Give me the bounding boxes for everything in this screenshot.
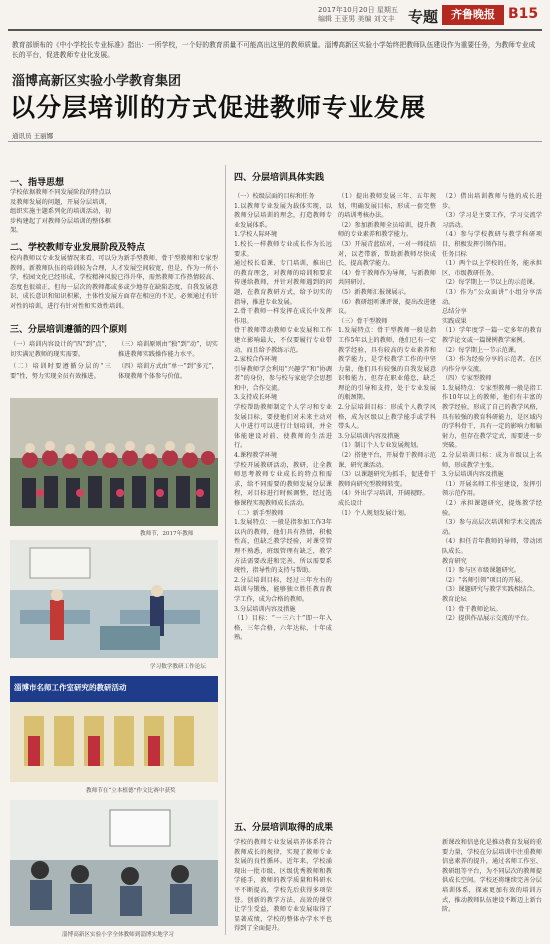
section-label: 专题 [408,8,439,26]
classroom-photo-image [10,540,218,658]
lead-paragraph: 教育部颁布的《中小学校长专业标准》指出：一所学校，一个好的教育质量不可能高出这里的教师质量。淄博高新区实验小学始终把教师队伍建设作为重要任务，为教师专业成长的平台，促进教师专业化发展。 [12,41,536,59]
principle-2: （二）培训时要遵循分层的“三要”性，努力实现全员有效推进。 [10,363,111,380]
editor-credits: 编辑 王亚男 美编 刘文丰 [318,15,395,23]
section-heading-2: 二、学校教师专业发展阶段及特点 [10,243,146,253]
caption-3: 教师节在“立本植德”作文比赛中获奖 [86,788,176,794]
principle-1: （一）培训内容设计的“四”到“点”，切实满足教师的现实需要。 [10,341,111,358]
stage-banner-text: 淄博市名师工作室研究的教研活动 [14,683,127,692]
photo-award-stage [10,676,218,782]
section-1-text-cont [118,188,218,236]
caption-4: 淄博高新区实验小学全体教师到淄博实地学习 [62,932,174,938]
issue-date: 2017年10月20日 星期五 [318,6,398,14]
article-subtitle: 淄博高新区实验小学教育集团 [12,74,182,89]
caption-1: 教师节，2017年教师 [140,531,194,537]
header-rule [8,29,542,31]
section-heading-3: 三、分层培训遵循的四个原则 [10,325,128,335]
principle-3: （三）培训原则由“独”到“动”，切实推进教师实践操作能力水平。 [118,341,218,358]
page-number: B15 [508,6,539,22]
photo-teacher-group [10,398,218,526]
section-1-text: 学校依据教师不同发展阶段的特点以及教师发展的问题，开展分层培训，组织实施主题系列化的培训活动，初步构建起了对教师分层培训的整体框架。 [10,189,111,235]
section-heading-5: 五、分层培训取得的成果 [234,823,334,833]
principle-4: （四）培训方式由“单一”到“多元”，体现教师个体参与价值。 [118,363,218,380]
caption-2: 学习数学教研工作论坛 [150,664,206,670]
photo-training-session [10,800,218,926]
training-photo-image [10,800,218,926]
results-text: 学校的教师专业发展培养体系符合教师成长的规律，实现了教师专业发展的良性循环。近年来，学校涌现出一批市级、区级优秀教师和教学能手，教师的教学质量和科研水平不断提高，学校先后获得多项荣誉。创新的教学方法、高效的课堂让学生受益，教师专业发展取得了显著成绩，学校的整体办学水平也得到了全面提升。 [234,839,332,933]
paper-logo: 齐鲁晚报 [442,5,504,25]
column-divider [225,165,226,935]
results-text-cont [338,838,436,934]
byline: 通讯员 王丽娜 [12,132,54,140]
practice-column-3: （2）借出培训教师与他的成长进步。 （3）学习是主要工作，学习交流学习活动。 （4）参与学校教研与教学科研项目，积极发挥引领作用。 任务目标 （1）两个以上学校的任务，能承担区、市级教研任务。 （2）每学期上一节以上的示范课。 （3）作为“公众面讲”小组分享活动。 总结分享 实践成果 （1）学年度学一篇一定多年的教育教学论文或一篇课例教学案例。 （2）每学期上一节示范课。 （3）作为经验分享的示范者，在区内作分享交流。 （四）专家型教师 1.发展特点：专家型教师一般是指工作10年以上的教师，他们有丰富的教学经验，形成了自己的教学风格，具有较强的教育科研能力，是区域内的学科骨干，具有一定的影响力和辐射力，但存在教学定式，需要进一步突破。 2.分层培训目标：成为市级以上名师，形成教学主张。 3.分层培训内容及措施 （1）开展名师工作室建设，发挥引领示范作用。 （2）承担课题研究，提炼教学经验。 （3）参与高层次培训和学术交流活动。 （4）担任青年教师的导师，带动团队成长。 教育研究 （1）参与区市级课题研究。 （2）“名师引领”项目的开展。 （3）课题研究与教学实践相结合。 教育论坛 （1）骨干教师论坛。 （2）提供作品展示交流的平台。 [442,193,542,623]
group-photo-image [10,398,218,526]
article-title: 以分层培训的方式促进教师专业发展 [10,93,427,122]
section-2-text: 校内教师以专业发展情况来看，可以分为新手型教师、骨干型教师和专家型教师。新教师队伍的培训较为合理，人才发展空间较宽，但是，作为一所小学，校园文化已经形成，学校精神风貌已得升华，需然教师工作热情较高、态度也很端正，但每一层次的教师都或多或少地存在缺陷态度，自我发展意识、成长意识和知识积累，主体性发展方面存在相应的不足，必须通过有针对性的培训，进行有针对性和实效性培训。 [10,255,218,310]
practice-column-2: （1）提出教师发展三年、五年规划，明确发展目标，形成一套完整的培训考核办法。 （2）参加新教师全员培训，提升教师的专业素养和教学能力。 （3）开展青蓝结对，一对一师徒结对，以老带新，帮助新教师尽快成长，提高教学能力。 （4）骨干教师作为导师，与新教师共同研讨。 （5）新教师汇报课展示。 （6）教研组听课评课，提出改进建议。 （三）骨干型教师 1.发展特点：骨干型教师一般是指工作5年以上的教师，他们已有一定教学经验，具有较高的专业素养和教学能力，是学校教学工作的中坚力量，他们具有较强的自我发展意识和能力，但存在职业倦怠，缺乏理论的引导和支持，处于专业发展的瓶颈期。 2.分层培训目标：形成个人教学风格，成为区级以上教学能手或学科带头人。 3.分层培训内容及措施 （1）制订个人专业发展规划。 （2）搭建平台，开展骨干教师示范课、研究课活动。 （3）以课题研究为抓手，促进骨干教师向研究型教师转变。 （4）外出学习培训，开阔视野。 成长设计 （1）个人规划发展计划。 [338,193,436,517]
section-heading-4: 四、分层培训具体实践 [234,173,325,183]
title-rule [8,141,542,142]
header-meta [318,6,398,24]
photo-classroom [10,540,218,658]
closing-text: 新课改和信息化是推动教育发展的重要力量，学校在分层培训中注重教师信息素养的提升，通过名师工作室、教研组等平台，为不同层次的教师提供成长空间。学校还将继续完善分层培训体系，探索更加有效的培训方式，推动教师队伍建设不断迈上新台阶。 [442,839,542,914]
practice-column-1: （一）校级层面的目标和任务 1.以教师专业发展为载体实现，以教师分层培训的理念，打造教师专业发展体系。 1.学校人际环境 1.校长一样教师专业成长作为长远要求。 通过校长看课、专门培训，推出已的教育理念，对教师的培训和要求传递给教师，并针对教师遇到的问题，在教育教研方式，给予切实的指导，推进专业发展。 2.骨干教师一样发挥在成长中发挥作用。 骨干教师带动教师专业发展和工作建立影响最大，不仅要履行专业带动，而且给予教练示范。 2.家校合作环境 引导教师学会利用“兴趣学”和“协调者”的身份，参与校与家庭学会思想和中，合作交流。 3.支持成长环境 学校帮助教师制定个人学习和专业发展目标，要使他们对未来主动对人中进行可以进行计划培训，并全体能建设对前、使教师的生活进行。 4.课程教学环境 学校开展教研活动，教研，让全教师思考教师专业成长的特点和需求，给不同需要的教师发展分层课程，对目标进行时候调整，经过选修课程实现教师成长活动。 （二）新手型教师 1.发展特点：一般是指参加工作3年以内的教师，他们具有热情，积极性高，但缺乏教学经验，对课堂管理不熟悉，班级管理有缺乏，教学方法需要改进和完善，所以需要系统性，指导性的支持与帮助。 2.分层培训目标，经过三年左右的培训与锻炼，能够独立胜任教育教学工作，成为合格的教师。 3.分层培训内容及措施 （1）目标：“一三六十”即一年入格，三年合格，六年达标，十年成熟。 [234,193,332,642]
section-heading-1: 一、指导思想 [10,178,65,188]
